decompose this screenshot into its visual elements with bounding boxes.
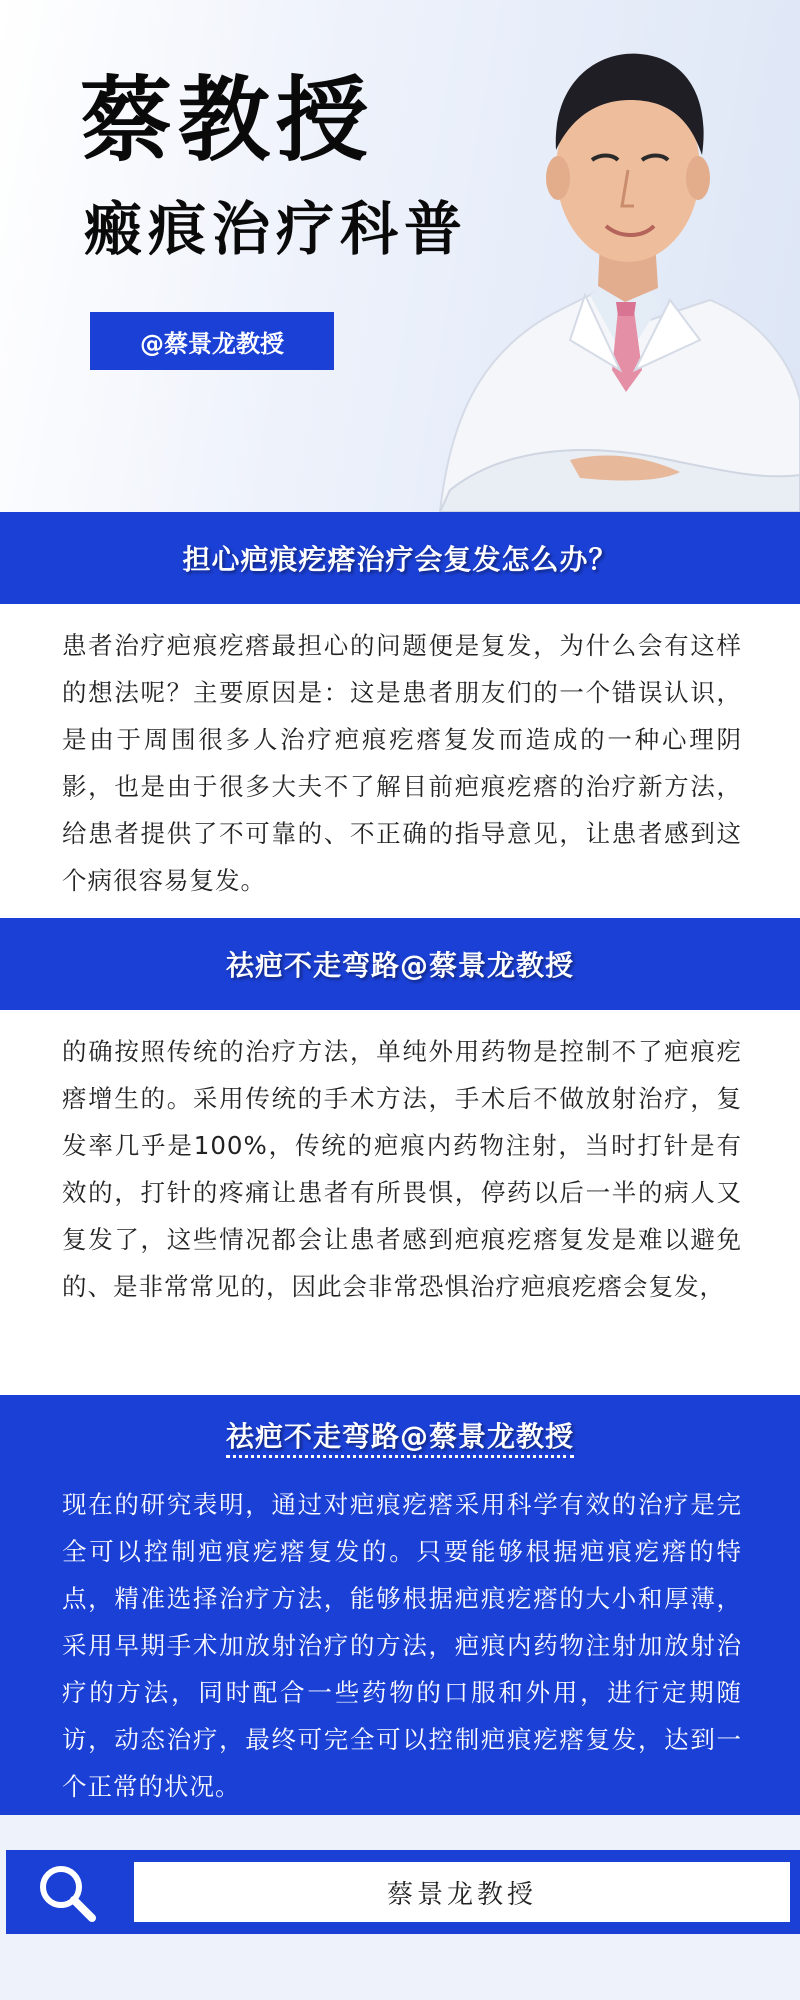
section-2-body (0, 1010, 800, 1395)
hero-title: 蔡教授 (80, 67, 375, 174)
section-1-paragraph: 患者治疗疤痕疙瘩最担心的问题便是复发，为什么会有这样的想法呢？主要原因是：这是患者朋友们的一个错误认识，是由于周围很多人治疗疤痕疙瘩复发而造成的一种心理阴影，也是由于很多大夫不了解目前疤痕疙瘩的治疗新方法，给患者提供了不可靠的、不正确的指导意见，让患者感到这个病很容易复发。 (62, 631, 742, 895)
section-3-heading (0, 1415, 800, 1455)
section-1-heading-text: 担心疤痕疙瘩治疗会复发怎么办？ (182, 543, 618, 576)
hero-subtitle: 瘢痕治疗科普 (84, 195, 469, 263)
doctor-portrait (420, 20, 800, 512)
search-bar (6, 1850, 800, 1934)
section-1-body (0, 604, 800, 918)
search-input[interactable]: 蔡景龙教授 (134, 1862, 790, 1922)
search-icon[interactable] (36, 1862, 98, 1924)
author-tag: @蔡景龙教授 (90, 312, 334, 370)
hero-banner (0, 0, 800, 512)
section-1-heading (0, 512, 800, 604)
section-2-paragraph: 的确按照传统的治疗方法，单纯外用药物是控制不了疤痕疙瘩增生的。采用传统的手术方法，手术后不做放射治疗，复发率几乎是100%，传统的疤痕内药物注射，当时打针是有效的，打针的疼痛让患者有所畏惧，停药以后一半的病人又复发了，这些情况都会让患者感到疤痕疙瘩复发是难以避免的、是非常常见的，因此会非常恐惧治疗疤痕疙瘩会复发， (62, 1037, 742, 1301)
section-2-heading-text: 祛疤不走弯路@蔡景龙教授 (225, 949, 574, 982)
section-3-paragraph: 现在的研究表明，通过对疤痕疙瘩采用科学有效的治疗是完全可以控制疤痕疙瘩复发的。只要能够根据疤痕疙瘩的特点，精准选择治疗方法，能够根据疤痕疙瘩的大小和厚薄，采用早期手术加放射治疗的方法，疤痕内药物注射加放射治疗的方法，同时配合一些药物的口服和外用，进行定期随访，动态治疗，最终可完全可以控制疤痕疙瘩复发，达到一个正常的状况。 (62, 1490, 742, 1801)
section-3-heading-text: 祛疤不走弯路@蔡景龙教授 (226, 1420, 574, 1458)
section-3-block (0, 1395, 800, 1815)
section-2-heading (0, 918, 800, 1010)
